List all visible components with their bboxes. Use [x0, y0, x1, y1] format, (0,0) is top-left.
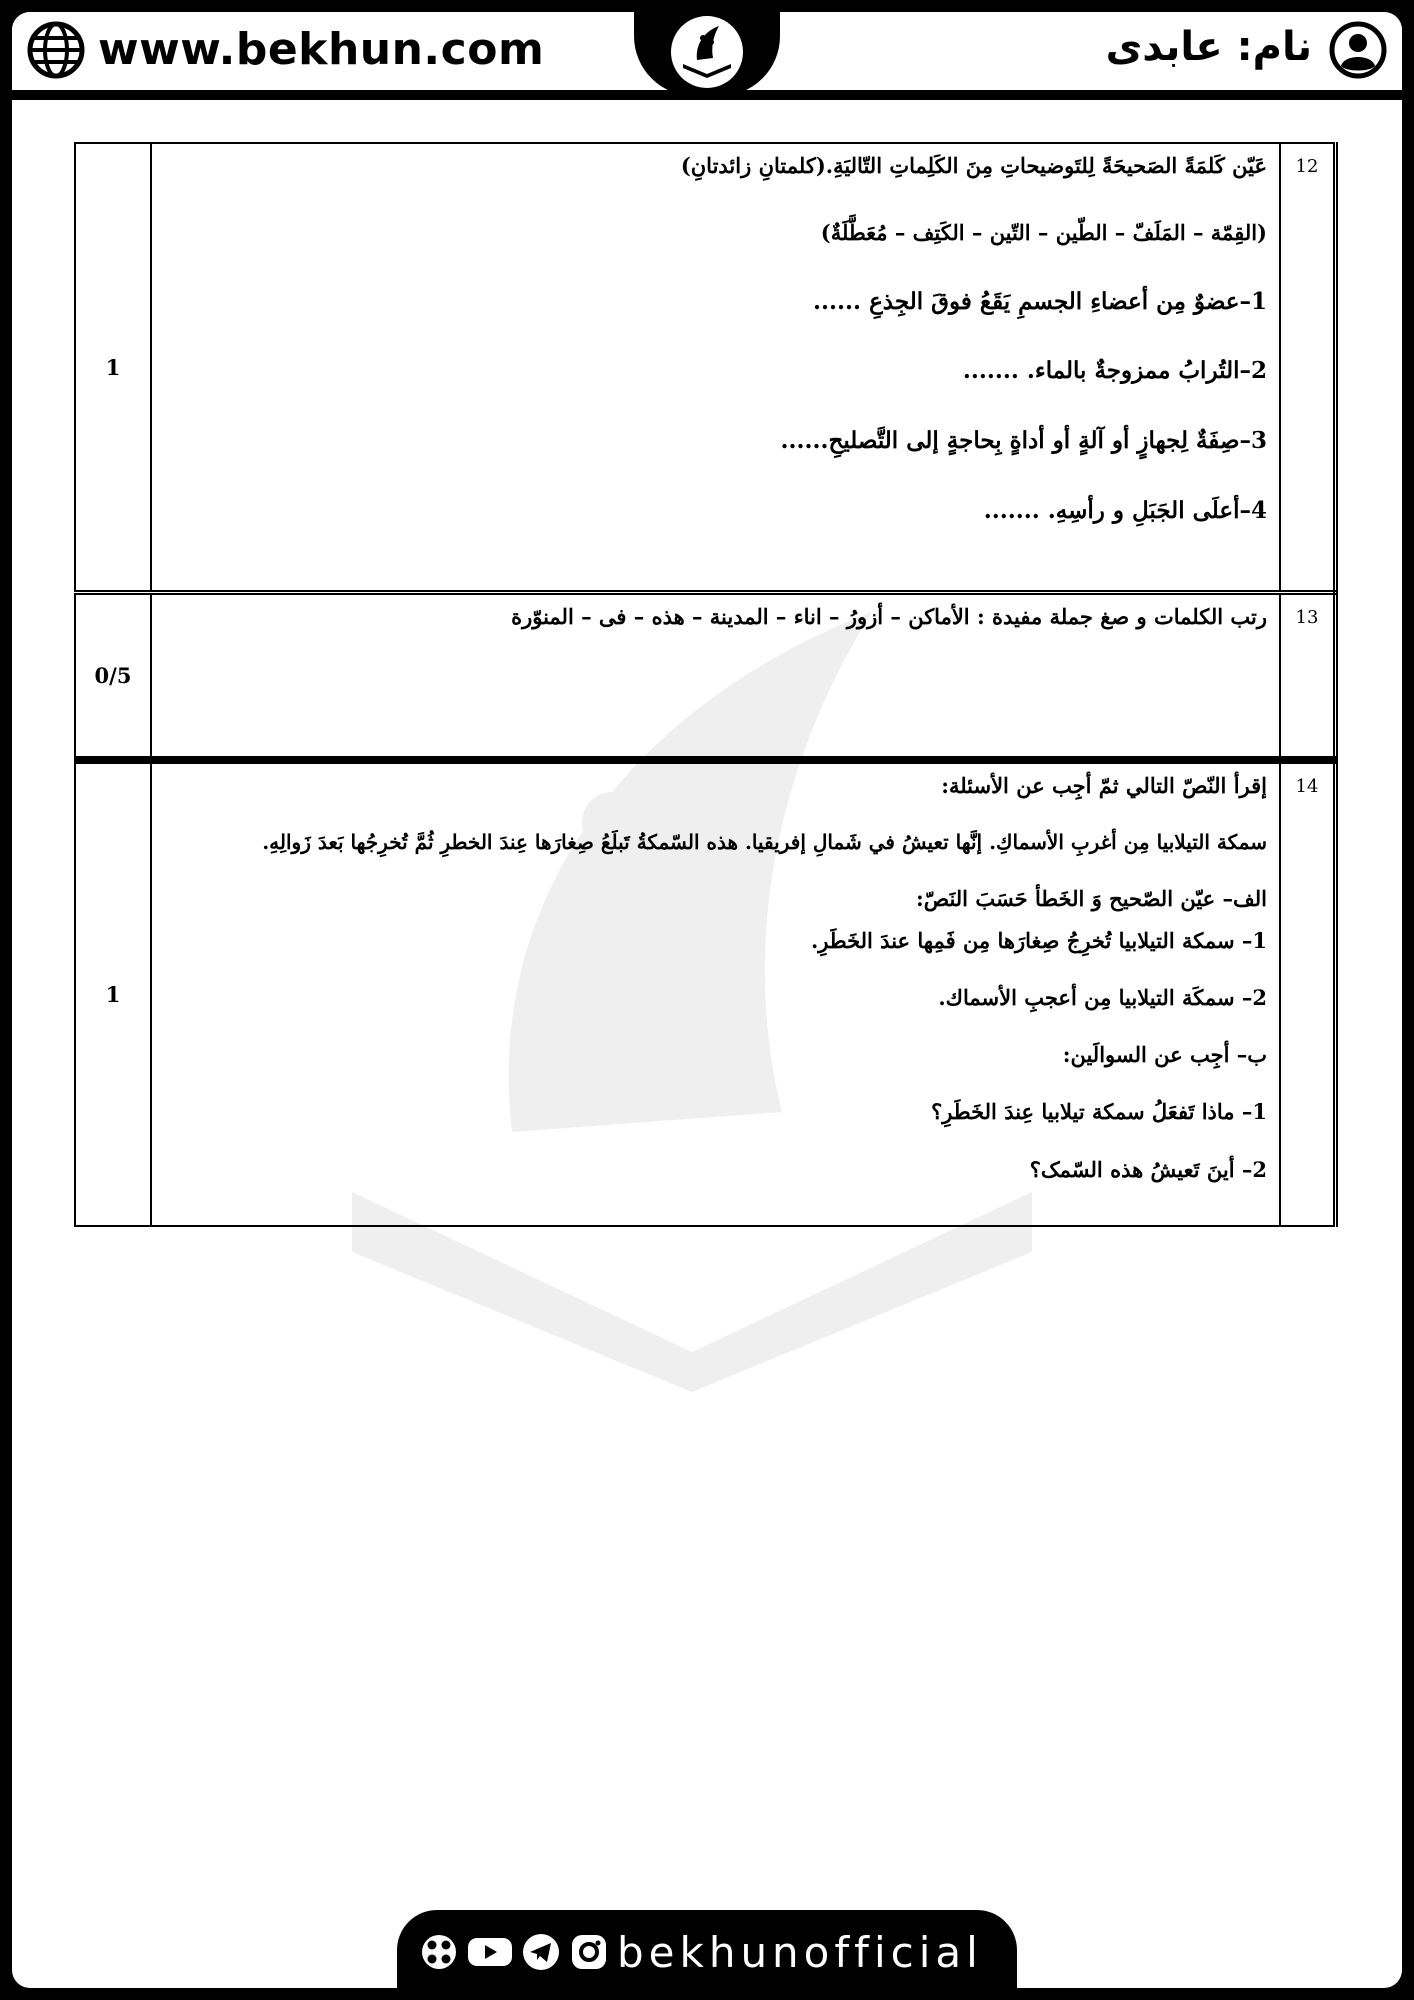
aparat-icon[interactable] [419, 1932, 459, 1972]
question-instruction: رتب الكلمات و صغ جملة مفيدة : الأماكن – أزورُ – اناء – المدينة – هذه – فی – المنوّرة [511, 604, 1267, 629]
footer-bar [397, 1910, 1017, 1988]
section-heading: ب– أجِب عن السوالَين: [1062, 1042, 1267, 1068]
reading-passage: سمكة التيلابيا مِن أغربِ الأسماكِ. إنَّها تعيشُ في شَمالِ إفريقيا. هذه السّمكةُ تَبلَعُ صِغارَها عِندَ الخطرِ ثُمَّ تُخرِجُها بَعدَ زَوالِهِ. [262, 830, 1267, 855]
website-url[interactable]: www.bekhun.com [98, 24, 545, 75]
question-item: 2–التُرابُ ممزوجةٌ بالماء. ....... [962, 357, 1267, 385]
globe-icon [26, 20, 86, 80]
user-icon [1328, 20, 1388, 80]
logo-icon [667, 12, 747, 92]
exam-page [12, 12, 1402, 1988]
question-item: 1– ماذا تَفعَلُ سمكة تيلابيا عِندَ الخَطَرِ؟ [931, 1099, 1267, 1125]
question-score: 1 [75, 760, 151, 1226]
question-item: 4–أعلَى الجَبَلِ و رأسِهِ. ....... [983, 497, 1267, 525]
question-content [151, 760, 1280, 1226]
question-content [151, 143, 1280, 593]
question-number: 12 [1280, 143, 1336, 593]
question-row [75, 143, 1336, 593]
social-handle[interactable]: bekhunofficial [617, 1928, 983, 1977]
word-bank: (القِمّة – المَلَفّ – الطّين – التّين – الكَتِف – مُعَطَّلَةٌ) [820, 220, 1267, 246]
question-score: 1 [75, 143, 151, 593]
question-instruction: إقرأ النّصّ التالي ثمّ أجِب عن الأسئلة: [941, 773, 1267, 798]
youtube-icon[interactable] [467, 1932, 513, 1972]
instagram-icon[interactable] [569, 1932, 609, 1972]
question-instruction: عَيّن كَلمَةً الصَحيحَةً لِلتَوضيحاتِ مِنَ الكَلِماتِ التّاليَةِ.(كلمتانِ زائدتانِ) [680, 153, 1267, 178]
question-item: 1–عضوٌ مِن أعضاءِ الجسمِ يَقَعُ فوقَ الجِذعِ ...... [813, 287, 1267, 315]
question-number: 13 [1280, 593, 1336, 761]
question-row [75, 593, 1336, 761]
question-number: 14 [1280, 760, 1336, 1226]
question-row [75, 760, 1336, 1226]
question-item: 2– سمكَة التيلابيا مِن أعجبِ الأسماك. [938, 984, 1267, 1010]
question-content [151, 593, 1280, 761]
telegram-icon[interactable] [521, 1932, 561, 1972]
logo-tab [634, 12, 780, 96]
question-item: 3–صِفَةٌ لِجهازٍ أو آلةٍ أو أداةٍ بِحاجةٍ إلى التَّصليحِ...... [780, 427, 1267, 455]
question-item: 1– سمكة التيلابيا تُخرِجُ صِغارَها مِن فَمِها عندَ الخَطَرِ. [810, 927, 1267, 953]
page-header [12, 12, 1402, 100]
question-item: 2– أينَ تَعيشُ هذه السّمک؟ [1029, 1156, 1267, 1182]
section-heading: الف– عيّن الصّحيح وَ الخَطأ حَسَبَ النَصّ: [915, 886, 1267, 912]
question-score: 0/5 [75, 593, 151, 761]
student-name: نام: عابدی [1105, 24, 1312, 70]
questions-table [74, 142, 1338, 1227]
